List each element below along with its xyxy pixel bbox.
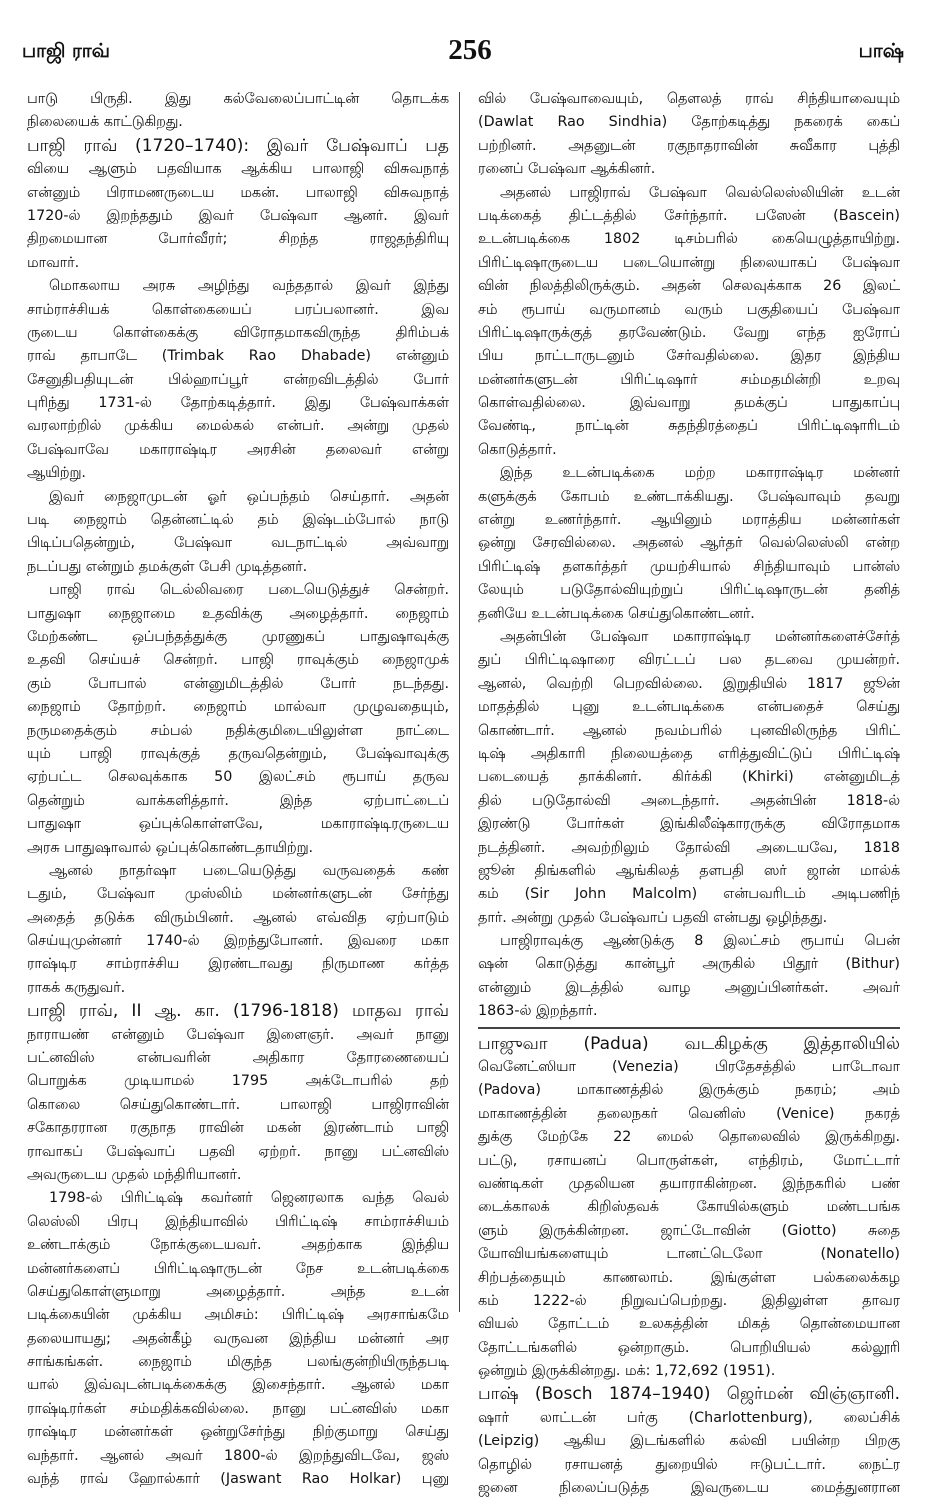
text-line: யும் பாஜி ராவுக்குத் தருவதென்றும், பேஷ்வாவுக்கு [27,745,449,762]
text-line: என்று உணர்ந்தார். ஆயினும் மராத்திய மன்னர்கள் [478,512,900,529]
text-line: கொள்வதில்லை. இவ்வாறு தமக்குப் பாதுகாப்பு [478,395,900,412]
text-line: இவர் நைஜாமுடன் ஓர் ஒப்பந்தம் செய்தார். அதன் [49,488,449,505]
text-line: என்னும் பிராமணருடைய மகன். பாலாஜி விசுவநாத் [27,184,449,201]
text-line: படி நைஜாம் தென்னட்டில் தம் இஷ்டம்போல் நாடு [27,512,449,529]
text-line: ராஷ்டிர சாம்ராச்சிய இரண்டாவது நிருமாண கர்த்த [27,956,449,973]
text-line: கம் 1222-ல் நிறுவப்பெற்றது. இதிலுள்ள தாவர [478,1292,900,1309]
text-line: அரசு பாதுஷாவால் ஒப்புக்கொண்டதாயிற்று. [27,839,314,856]
text-line: யால் இவ்வுடன்படிக்கைக்கு இசைந்தார். ஆனல் மகா [27,1377,449,1394]
entry-heading-line: பாஜி ராவ் (1720–1740): இவர் பேஷ்வாப் பத [27,135,449,156]
text-line: பிய நாட்டாருடனும் சேர்வதில்லை. இதர இந்திய [478,348,900,365]
entry-heading-line: பாஜுவா (Padua) வடகிழக்கு இத்தாலியில் [478,1033,900,1054]
text-line: கும் போபால் என்னுமிடத்தில் போர் நடந்தது. [27,675,449,692]
right-column [478,88,900,1500]
column-divider [459,92,460,1312]
text-line: 1863-ல் இறந்தார். [478,1003,598,1020]
text-line: இரண்டு போர்கள் இங்கிலீஷ்காரருக்கு விரோதமாக [478,816,900,833]
text-line: வரலாற்றில் முக்கிய மைல்கல் என்பர். அன்று முதல் [27,418,449,435]
text-line: பாஜி ராவ் டெல்லிவரை படையெடுத்துச் சென்றர். [49,582,449,599]
entry-heading-line: பாஷ் (Bosch 1874–1940) ஜெர்மன் விஞ்ஞானி. [478,1384,900,1405]
text-line: வில் பேஷ்வாவையும், தௌலத் ராவ் சிந்தியாவையும் [478,91,900,107]
text-line: நருமதைக்கும் சம்பல் நதிக்குமிடையிலுள்ள நாட்டை [27,722,449,739]
text-line: ராவ் தாபாடே (Trimbak Rao Dhabade) என்னும் [27,348,449,365]
text-line: அதைத் தடுக்க விரும்பினர். ஆனல் எவ்வித ஏற்பாடும் [27,909,449,926]
text-line: சாங்கங்கள். நைஜாம் மிகுந்த பலங்குன்றியிருந்தபடி [27,1354,449,1371]
page-number: 256 [448,34,492,66]
text-line: யோவியங்களையும் டானட்டெலோ (Nonatello) [478,1246,900,1263]
text-line: மாகாணத்தின் தலைநகர் வெனிஸ் (Venice) நகரத் [478,1105,900,1122]
text-line: கொண்டார். ஆனல் நவம்பரில் புனவிலிருந்த பிரிட் [478,722,900,739]
text-line: புரிந்து 1731-ல் தோற்கடித்தார். இது பேஷ்வாக்கள் [27,395,449,412]
text-line: (Dawlat Rao Sindhia) தோற்கடித்து நகரைக் கைப் [478,114,900,131]
text-line: (Leipzig) ஆகிய இடங்களில் கல்வி பயின்ற பிறகு [478,1433,900,1450]
text-line: வின் நிலத்திலிருக்கும். அதன் செலவுக்காக 26 இலட் [478,278,900,295]
text-line: ஆனல், வெற்றி பெறவில்லை. இறுதியில் 1817 ஜூன் [478,675,900,692]
text-line: மாதத்தில் புனு உடன்படிக்கை என்பதைச் செய்து [478,699,900,716]
text-line: படிக்கைத் திட்டத்தில் சேர்ந்தார். பஸேன் (Bascein) [478,207,900,224]
text-line: தனியே உடன்படிக்கை செய்துகொண்டனர். [478,605,755,622]
text-line: வண்டிகள் முதலியன தயாராகின்றன. இந்நகரில் பண் [478,1175,900,1192]
text-line: பிரிட்டிஷாருக்குத் தரவேண்டும். வேறு எந்த ஐரோப் [478,324,900,341]
text-line: ளும் இருக்கின்றன. ஜாட்டோவின் (Giotto) சுதை [478,1222,900,1239]
text-line: கம் (Sir John Malcolm) என்பவரிடம் அடிபணிந் [478,886,900,903]
text-line: ருடைய கொள்கைக்கு விரோதமாகவிருந்த திரிம்பக் [27,324,449,341]
text-line: ஜூன் திங்களில் ஆங்கிலத் தளபதி ஸர் ஜான் மால்க் [478,862,900,879]
text-line: லெஸ்லி பிரபு இந்தியாவில் பிரிட்டிஷ் சாம்ராச்சியம் [27,1213,449,1230]
text-line: பாடு பிருதி. இது கல்வேலைப்பாட்டின் தொடக்க [27,91,449,107]
text-line: லேயும் படுதோல்வியுற்றுப் பிரிட்டிஷாருடன் தனித் [478,582,900,599]
text-line: என்னும் இடத்தில் வாழ அனுப்பினர்கள். அவர் [478,979,900,996]
text-line: டைக்காலக் கிறிஸ்தவக் கோயில்களும் மண்டபங்க [478,1199,900,1216]
text-line: பாதுஷா ஒப்புக்கொள்ளவே, மகாராஷ்டிரருடைய [27,816,449,833]
text-line: ஜனை நிலைப்படுத்த இவருடைய மைத்துனரான [478,1480,900,1497]
text-line: ஷார் லாட்டன் பர்கு (Charlottenburg), லைப்சிக் [478,1409,900,1426]
left-column [27,88,449,1491]
text-line: வந்த் ராவ் ஹோல்கார் (Jaswant Rao Holkar) புனு [27,1471,449,1488]
text-line: 1798-ல் பிரிட்டிஷ் கவர்னர் ஜெனரலாக வந்த வெல் [49,1190,449,1207]
text-line: ஆயிற்று. [27,465,86,482]
text-line: செய்யுமுன்னர் 1740-ல் இறந்துபோனர். இவரை மகா [27,933,449,950]
text-line: துப் பிரிட்டிஷாரை விரட்டப் பல தடவை முயன்றர். [478,652,900,669]
text-line: இந்த உடன்படிக்கை மற்ற மகாராஷ்டிர மன்னர் [500,465,900,482]
text-line: தில் படுதோல்வி அடைந்தார். அதன்பின் 1818-ல் [478,792,900,809]
text-line: பிடிப்பதென்றும், பேஷ்வா வடநாட்டில் அவ்வாறு [27,535,449,552]
text-line: மன்னர்களைப் பிரிட்டிஷாருடன் நேச உடன்படிக்கை [27,1260,449,1277]
text-line: ஒன்றும் இருக்கின்றது. மக்: 1,72,692 (1951). [478,1363,776,1380]
text-line: உடன்படிக்கை 1802 டிசம்பரில் கையெழுத்தாயிற்று. [478,231,900,248]
text-line: துக்கு மேற்கே 22 மைல் தொலைவில் இருக்கிறது. [478,1129,900,1146]
text-line: அதன்பின் பேஷ்வா மகாராஷ்டிர மன்னர்களைச்சேர்த் [500,628,900,645]
text-line: ராஷ்டிர மன்னர்கள் ஒன்றுசேர்ந்து நிற்குமாறு செய்து [27,1424,449,1441]
text-line: பற்றினர். அதனுடன் ரகுநாதராவின் சுவீகார புத்தி [478,137,900,154]
text-line: 1720-ல் இறந்ததும் இவர் பேஷ்வா ஆனர். இவர் [27,207,449,224]
text-line: டிஷ் அதிகாரி நிலையத்தை எரித்துவிட்டுப் பிரிட்டிஷ் [478,745,900,762]
text-line: திறமையான போர்வீரர்; சிறந்த ராஜதந்திரியு [27,231,449,248]
text-line: செய்துகொள்ளுமாறு அழைத்தார். அந்த உடன் [27,1283,449,1300]
text-line: ஷன் கொடுத்து கான்பூர் அருகில் பிதூர் (Bithur) [478,956,900,973]
text-line: நடத்தினர். அவற்றிலும் தோல்வி அடையவே, 1818 [478,839,900,856]
text-line: நாராயண் என்னும் பேஷ்வா இளைஞர். அவர் நானு [27,1026,449,1043]
text-line: தோட்டங்களில் ஒன்றாகும். பொறியியல் கல்லூரி [478,1339,900,1356]
text-line: தலையாயது; அதன்கீழ் வருவன இந்திய மன்னர் அர [27,1330,449,1347]
text-line: வியல் தோட்டம் உலகத்தின் மிகத் தொன்மையான [478,1316,900,1333]
text-line: ஏற்பட்ட செலவுக்காக 50 இலட்சம் ரூபாய் தருவ [27,769,449,786]
text-line: பாஜிராவுக்கு ஆண்டுக்கு 8 இலட்சம் ரூபாய் பென் [500,933,900,950]
text-line: ரனைப் பேஷ்வா ஆக்கினர். [478,161,656,178]
page-header [0,0,940,70]
text-line: உதவி செய்யச் சென்றர். பாஜி ராவுக்கும் நைஜாமுக் [27,652,449,669]
text-line: சாம்ராச்சியக் கொள்கையைப் பரப்பலானர். இவ [27,301,449,318]
text-line: தார். அன்று முதல் பேஷ்வாப் பதவி என்பது ஒழிந்தது. [478,909,828,926]
text-line: ஆனல் நாதர்ஷா படையெடுத்து வருவதைக் கண் [49,862,449,879]
text-line: சகோதரரான ரகுநாத ராவின் மகன் இரண்டாம் பாஜி [27,1120,449,1137]
text-line: ராவாகப் பேஷ்வாப் பதவி ஏற்றர். நானு பட்னவிஸ் [27,1143,449,1160]
text-line: வியை ஆளும் பதவியாக ஆக்கிய பாலாஜி விசுவநாத் [27,161,449,178]
text-line: நடப்பது என்றும் தமக்குள் பேசி முடித்தனர். [27,558,308,575]
text-line: பிரிட்டிஷாருடைய படையொன்று நிலையாகப் பேஷ்வா [478,254,900,271]
text-line: கொலை செய்துகொண்டார். பாலாஜி பாஜிராவின் [27,1096,449,1113]
text-line: பிரிட்டிஷ் தளகர்த்தர் முயற்சியால் சிந்தியாவும் பான்ஸ் [478,558,900,575]
text-line: களுக்குக் கோபம் உண்டாக்கியது. பேஷ்வாவும் தவறு [478,488,900,505]
text-line: நிலையைக் காட்டுகிறது. [27,114,183,131]
text-line: பட்னவிஸ் என்பவரின் அதிகார தோரணையைப் [27,1050,449,1067]
text-line: ஒன்று சேரவில்லை. அதனல் ஆர்தர் வெல்லெஸ்லி என்ற [478,535,900,552]
text-line: மன்னர்களுடன் பிரிட்டிஷார் சம்மதமின்றி உறவு [478,371,900,388]
header-left-guide-word: பாஜி ராவ் [22,40,110,62]
text-line: கொடுத்தார். [478,441,557,458]
text-line: பொறுக்க முடியாமல் 1795 அக்டோபரில் தற் [27,1073,449,1090]
text-line: ராஷ்டிரர்கள் சம்மதிக்கவில்லை. நானு பட்னவிஸ் மகா [27,1400,449,1417]
text-line: சேனுதிபதியுடன் பில்ஹாப்பூர் என்றவிடத்தில் போர் [27,371,449,388]
text-line: தென்றும் வாக்களித்தார். இந்த ஏற்பாட்டைப் [27,792,449,809]
text-line: உண்டாக்கும் நோக்குடையவர். அதற்காக இந்திய [27,1237,449,1254]
text-line: டதும், பேஷ்வா முஸ்லிம் மன்னர்களுடன் சேர்ந்து [27,886,449,903]
text-line: மாவார். [27,254,80,271]
text-line: அதனல் பாஜிராவ் பேஷ்வா வெல்லெஸ்லியின் உடன் [500,184,900,201]
text-line: பட்டு, ரசாயனப் பொருள்கள், எந்திரம், மோட்டார் [478,1152,900,1169]
entry-heading-line: பாஜி ராவ், II ஆ. கா. (1796-1818) மாதவ ராவ் [27,1001,449,1022]
header-right-guide-word: பாஷ் [858,40,904,62]
text-line: வந்தார். ஆனல் அவர் 1800-ல் இறந்துவிடவே, ஜஸ் [27,1447,449,1464]
text-line: ராகக் கருதுவர். [27,979,126,996]
text-line: பேஷ்வாவே மகாராஷ்டிர அரசின் தலைவர் என்று [27,441,449,458]
text-line: (Padova) மாகாணத்தில் இருக்கும் நகரம்; அம் [478,1082,900,1099]
text-line: நைஜாம் தோற்றர். நைஜாம் மால்வா முழுவதையும், [27,699,449,716]
entry-separator-rule [478,1027,900,1029]
text-line: படிக்கையின் முக்கிய அமிசம்: பிரிட்டிஷ் அரசாங்கமே [27,1307,449,1324]
text-line: பாதுஷா நைஜாமை உதவிக்கு அழைத்தார். நைஜாம் [27,605,449,622]
text-line: படையைத் தாக்கினர். கிர்க்கி (Khirki) என்னுமிடத் [478,769,900,786]
text-line: வெனேட்ஸியா (Venezia) பிரதேசத்தில் பாடோவா [478,1059,900,1076]
text-line: வேண்டி, நாட்டின் சுதந்திரத்தைப் பிரிட்டிஷாரிடம் [478,418,900,435]
text-line: அவருடைய முதல் மந்திரியானர். [27,1166,242,1183]
text-line: சிற்பத்தையும் காணலாம். இங்குள்ள பல்கலைக்கழ [478,1269,900,1286]
text-line: மொகலாய அரசு அழிந்து வந்ததால் இவர் இந்து [49,278,449,295]
text-line: தொழில் ரசாயனத் துறையில் ஈடுபட்டார். நைட்ர [478,1456,900,1473]
text-line: மேற்கண்ட ஒப்பந்தத்துக்கு முரணுகப் பாதுஷாவுக்கு [27,628,449,645]
text-line: சம் ரூபாய் வருமானம் வரும் பகுதியைப் பேஷ்வா [478,301,900,318]
